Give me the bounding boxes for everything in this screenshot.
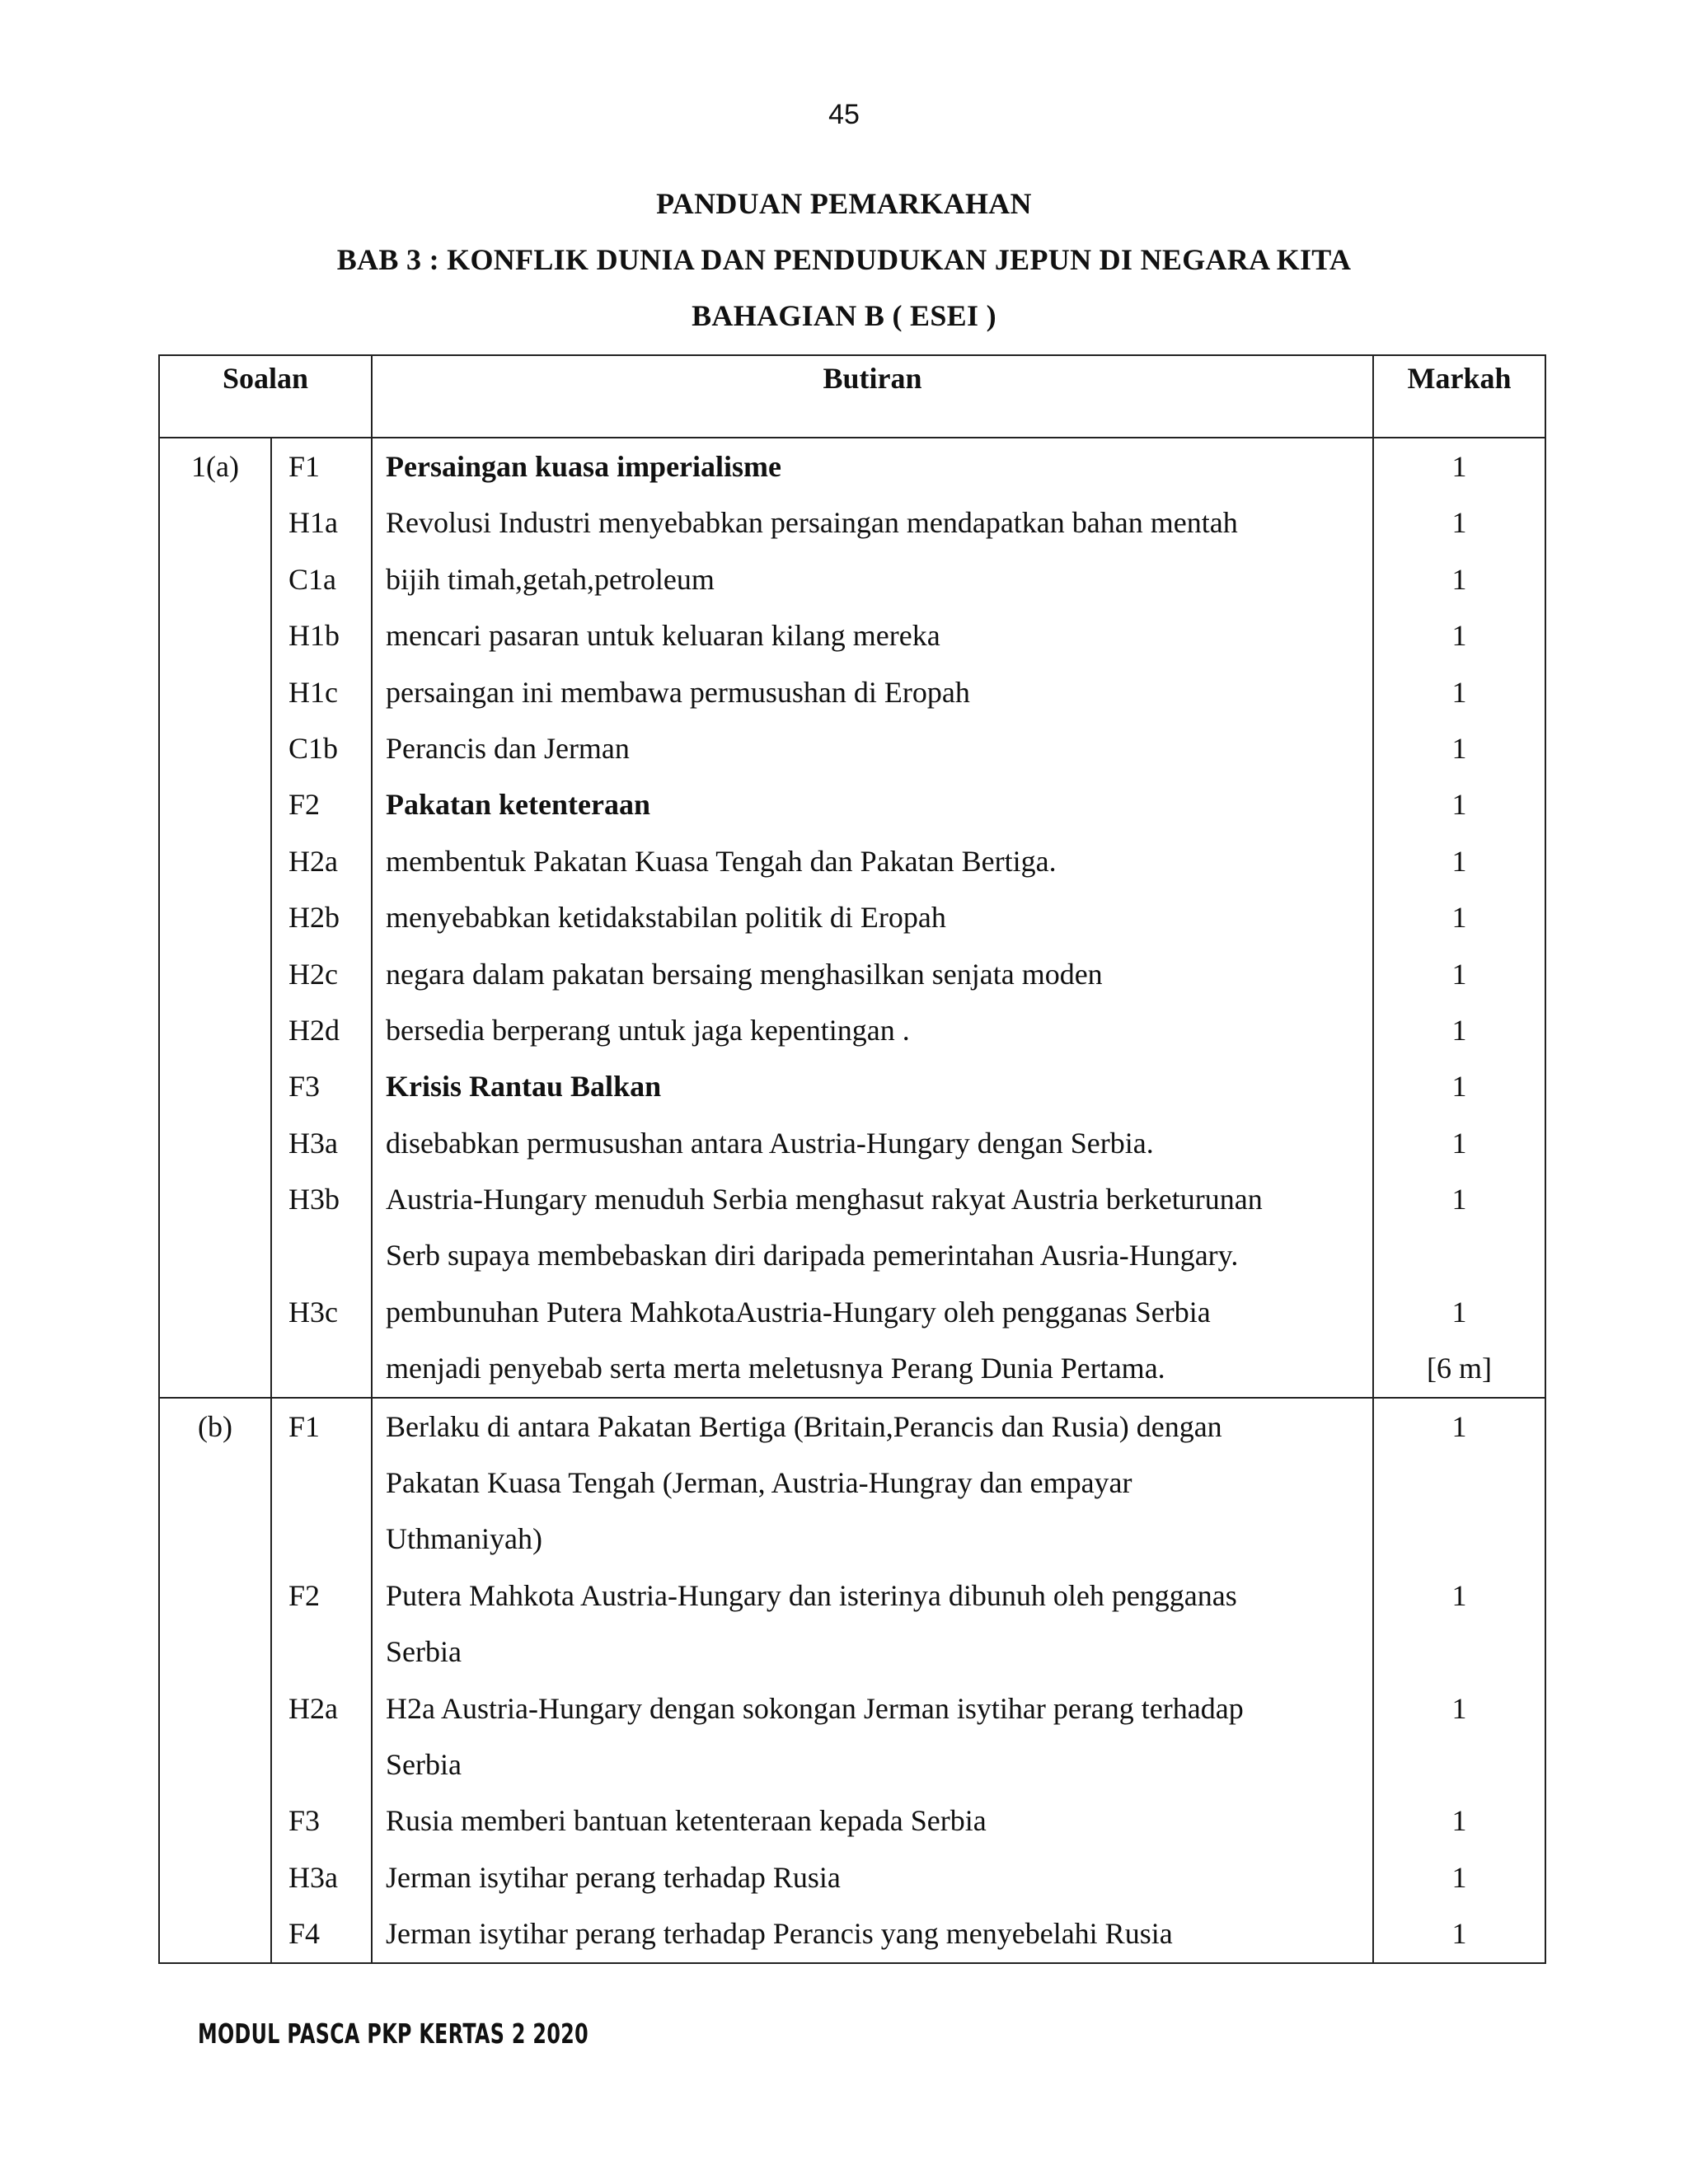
point-code: H3b <box>288 1183 340 1216</box>
point-text: bersedia berperang untuk jaga kepentingan . <box>386 1013 910 1047</box>
question-group <box>159 438 1545 1398</box>
document-title: PANDUAN PEMARKAHAN <box>656 187 1032 220</box>
point-code: H2a <box>288 844 338 878</box>
point-code: F1 <box>288 1409 321 1443</box>
point-code: C1a <box>288 562 336 596</box>
point-mark <box>1374 1736 1545 1793</box>
point-text: Revolusi Industri menyebabkan persaingan mendapatkan bahan mentah <box>386 506 1238 540</box>
point-code <box>272 1340 371 1396</box>
question-number: 1(a) <box>191 450 239 483</box>
point-code: F3 <box>288 1804 321 1838</box>
point-code <box>272 1736 371 1793</box>
point-text: Pakatan Kuasa Tengah (Jerman, Austria-Hungray dan empayar <box>386 1466 1132 1500</box>
point-text: menyebabkan ketidakstabilan politik di Eropah <box>386 901 946 935</box>
point-text: bijih timah,getah,petroleum <box>386 562 715 596</box>
point-code: H1c <box>288 675 338 709</box>
point-text: Uthmaniyah) <box>386 1522 542 1556</box>
point-text: Serb supaya membebaskan diri daripada pemerintahan Ausria-Hungary. <box>386 1239 1239 1272</box>
point-mark <box>1374 1624 1545 1680</box>
table-body <box>159 438 1545 1963</box>
point-mark: 1 <box>1451 619 1467 653</box>
point-text: H2a Austria-Hungary dengan sokongan Jerman isytihar perang terhadap <box>386 1691 1244 1725</box>
point-mark: 1 <box>1451 844 1467 878</box>
point-text: Austria-Hungary menuduh Serbia menghasut rakyat Austria berketurunan <box>386 1183 1263 1216</box>
point-code: H1a <box>288 506 338 540</box>
point-text: pembunuhan Putera MahkotaAustria-Hungary oleh pengganas Serbia <box>386 1295 1211 1329</box>
code-cell <box>271 1398 372 1963</box>
point-mark: 1 <box>1451 1409 1467 1443</box>
point-text: Serbia <box>386 1747 462 1781</box>
point-mark <box>1374 1455 1545 1511</box>
point-code <box>272 1511 371 1567</box>
point-code: H1b <box>288 619 340 653</box>
point-mark <box>1374 1227 1545 1283</box>
point-text: Berlaku di antara Pakatan Bertiga (Britain,Perancis dan Rusia) dengan <box>386 1409 1222 1443</box>
point-text: membentuk Pakatan Kuasa Tengah dan Pakatan Bertiga. <box>386 844 1057 878</box>
point-code: H2b <box>288 901 340 935</box>
point-mark: 1 <box>1451 1860 1467 1894</box>
point-text: Pakatan ketenteraan <box>386 788 650 822</box>
point-mark: 1 <box>1451 1691 1467 1725</box>
marking-scheme-table <box>158 354 1546 1964</box>
point-code <box>272 1455 371 1511</box>
point-mark: 1 <box>1451 1183 1467 1216</box>
point-text: persaingan ini membawa permusushan di Eropah <box>386 675 970 709</box>
details-cell <box>372 1398 1373 1963</box>
marks-cell <box>1373 1398 1545 1963</box>
point-text: disebabkan permusushan antara Austria-Hungary dengan Serbia. <box>386 1126 1154 1160</box>
point-mark: 1 <box>1451 1917 1467 1951</box>
question-cell <box>159 438 271 1398</box>
point-text: Putera Mahkota Austria-Hungary dan isterinya dibunuh oleh pengganas <box>386 1578 1237 1612</box>
point-mark: 1 <box>1451 901 1467 935</box>
question-cell <box>159 1398 271 1963</box>
point-mark: 1 <box>1451 1070 1467 1104</box>
code-cell <box>271 438 372 1398</box>
point-text: mencari pasaran untuk keluaran kilang mereka <box>386 619 940 653</box>
point-mark: 1 <box>1451 1013 1467 1047</box>
point-code <box>272 1624 371 1680</box>
point-code: H3c <box>288 1295 338 1329</box>
point-mark: 1 <box>1451 788 1467 822</box>
point-text: negara dalam pakatan bersaing menghasilkan senjata moden <box>386 957 1103 991</box>
point-code: F1 <box>288 450 321 483</box>
point-mark: 1 <box>1451 1295 1467 1329</box>
point-mark: 1 <box>1451 1578 1467 1612</box>
point-mark: 1 <box>1451 506 1467 540</box>
point-mark: 1 <box>1451 1126 1467 1160</box>
point-text: Perancis dan Jerman <box>386 731 630 765</box>
point-text: Serbia <box>386 1635 462 1669</box>
point-mark: 1 <box>1451 675 1467 709</box>
table-header-row <box>159 355 1545 438</box>
point-text: Krisis Rantau Balkan <box>386 1070 662 1104</box>
point-text: Rusia memberi bantuan ketenteraan kepada Serbia <box>386 1804 987 1838</box>
point-text: menjadi penyebab serta merta meletusnya Perang Dunia Pertama. <box>386 1352 1165 1385</box>
point-code: H3a <box>288 1860 338 1894</box>
point-code: H3a <box>288 1126 338 1160</box>
header-question: Soalan <box>159 355 372 438</box>
point-text: Jerman isytihar perang terhadap Rusia <box>386 1860 841 1894</box>
page-number: 45 <box>828 99 860 130</box>
question-number: (b) <box>198 1409 232 1443</box>
point-mark: 1 <box>1451 957 1467 991</box>
details-cell <box>372 438 1373 1398</box>
point-code: F2 <box>288 1578 321 1612</box>
footer-text: MODUL PASCA PKP KERTAS 2 2020 <box>198 2018 588 2050</box>
point-text: Persaingan kuasa imperialisme <box>386 450 782 483</box>
question-group <box>159 1398 1545 1963</box>
point-code <box>272 1227 371 1283</box>
point-code: H2c <box>288 957 338 991</box>
point-mark: 1 <box>1451 450 1467 483</box>
marks-cell <box>1373 438 1545 1398</box>
header-marks: Markah <box>1373 355 1545 438</box>
header-details: Butiran <box>372 355 1373 438</box>
point-code: F3 <box>288 1070 321 1104</box>
point-mark <box>1374 1511 1545 1567</box>
point-mark: [6 m] <box>1427 1352 1492 1385</box>
point-code: F2 <box>288 788 321 822</box>
point-mark: 1 <box>1451 562 1467 596</box>
point-code: H2d <box>288 1013 340 1047</box>
point-code: F4 <box>288 1917 321 1951</box>
chapter-heading: BAB 3 : KONFLIK DUNIA DAN PENDUDUKAN JEPUN DI NEGARA KITA <box>336 243 1352 276</box>
point-mark: 1 <box>1451 1804 1467 1838</box>
point-code: C1b <box>288 731 339 765</box>
point-text: Jerman isytihar perang terhadap Perancis yang menyebelahi Rusia <box>386 1917 1173 1951</box>
section-heading: BAHAGIAN B ( ESEI ) <box>692 299 996 332</box>
point-mark: 1 <box>1451 731 1467 765</box>
point-code: H2a <box>288 1691 338 1725</box>
